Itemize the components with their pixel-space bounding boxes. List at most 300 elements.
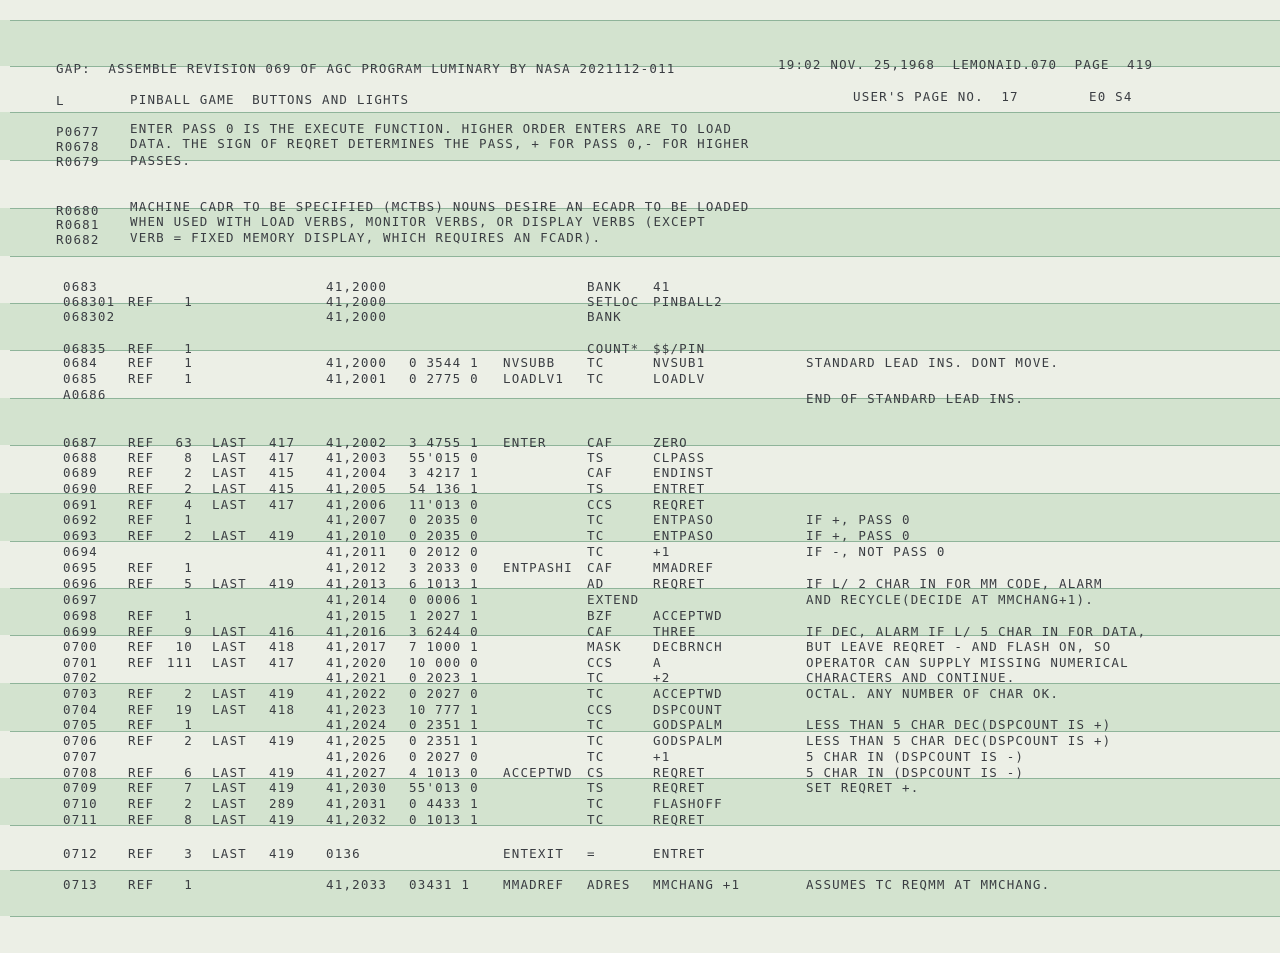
last-flag: LAST xyxy=(212,686,247,701)
ref-count: 4 xyxy=(184,497,193,512)
last-flag: LAST xyxy=(212,780,247,795)
band-edge xyxy=(10,398,1280,399)
ref-count: 1 xyxy=(184,560,193,575)
opcode: TC xyxy=(587,371,605,386)
operand: +2 xyxy=(653,670,671,685)
remark-line-id: R0680 xyxy=(56,203,100,218)
band-edge xyxy=(10,541,1280,542)
address: 41,2000 xyxy=(326,294,388,309)
line-number: 0709 xyxy=(63,780,98,795)
last-page: 419 xyxy=(269,686,296,701)
operand: DSPCOUNT xyxy=(653,702,723,717)
line-number: A0686 xyxy=(63,387,107,402)
address: 41,2031 xyxy=(326,796,388,811)
remark-line-text: VERB = FIXED MEMORY DISPLAY, WHICH REQUIRES AN FCADR). xyxy=(130,230,602,245)
band-edge xyxy=(10,916,1280,917)
last-flag: LAST xyxy=(212,435,247,450)
opcode: TC xyxy=(587,686,605,701)
comment: OCTAL. ANY NUMBER OF CHAR OK. xyxy=(806,686,1060,701)
line-number: 0704 xyxy=(63,702,98,717)
comment: IF DEC, ALARM IF L/ 5 CHAR IN FOR DATA, xyxy=(806,624,1147,639)
operand: ENDINST xyxy=(653,465,715,480)
operand: A xyxy=(653,655,662,670)
band-edge xyxy=(10,256,1280,257)
remark-line-id: R0679 xyxy=(56,154,100,169)
opcode: CCS xyxy=(587,497,614,512)
remark-line-text: WHEN USED WITH LOAD VERBS, MONITOR VERBS, OR DISPLAY VERBS (EXCEPT xyxy=(130,214,706,229)
address: 41,2001 xyxy=(326,371,388,386)
opcode: CAF xyxy=(587,560,614,575)
octal-word: 0 2027 0 xyxy=(409,686,479,701)
address: 41,2027 xyxy=(326,765,388,780)
remark-line-text: ENTER PASS 0 IS THE EXECUTE FUNCTION. HIGHER ORDER ENTERS ARE TO LOAD xyxy=(130,121,733,136)
comment: BUT LEAVE REQRET - AND FLASH ON, SO xyxy=(806,639,1112,654)
opcode: TS xyxy=(587,481,605,496)
operand: ACCEPTWD xyxy=(653,608,723,623)
last-flag: LAST xyxy=(212,481,247,496)
band-edge xyxy=(10,870,1280,871)
band-edge xyxy=(10,112,1280,113)
ref-flag: REF xyxy=(128,355,155,370)
ref-count: 2 xyxy=(184,481,193,496)
operand: DECBRNCH xyxy=(653,639,723,654)
last-flag: LAST xyxy=(212,639,247,654)
ref-flag: REF xyxy=(128,435,155,450)
octal-word: 54 136 1 xyxy=(409,481,479,496)
ref-count: 1 xyxy=(184,608,193,623)
operand: FLASHOFF xyxy=(653,796,723,811)
band-edge xyxy=(10,160,1280,161)
last-page: 415 xyxy=(269,481,296,496)
remark-line-text: PASSES. xyxy=(130,153,192,168)
octal-word: 3 4217 1 xyxy=(409,465,479,480)
line-number: 06835 xyxy=(63,341,107,356)
last-flag: LAST xyxy=(212,733,247,748)
band-edge xyxy=(10,683,1280,684)
last-flag: LAST xyxy=(212,812,247,827)
opcode: CAF xyxy=(587,624,614,639)
octal-word: 6 1013 1 xyxy=(409,576,479,591)
last-page: 417 xyxy=(269,450,296,465)
section-title: PINBALL GAME BUTTONS AND LIGHTS xyxy=(130,92,410,107)
symbol-label: ENTER xyxy=(503,435,547,450)
octal-word: 0 0006 1 xyxy=(409,592,479,607)
line-number: 0697 xyxy=(63,592,98,607)
opcode: TC xyxy=(587,733,605,748)
address: 0136 xyxy=(326,846,361,861)
ref-flag: REF xyxy=(128,608,155,623)
last-flag: LAST xyxy=(212,796,247,811)
address: 41,2032 xyxy=(326,812,388,827)
ref-count: 19 xyxy=(175,702,193,717)
comment: STANDARD LEAD INS. DONT MOVE. xyxy=(806,355,1060,370)
line-number: 0698 xyxy=(63,608,98,623)
band-edge xyxy=(10,445,1280,446)
opcode: TC xyxy=(587,717,605,732)
last-flag: LAST xyxy=(212,765,247,780)
line-number: 0713 xyxy=(63,877,98,892)
address: 41,2033 xyxy=(326,877,388,892)
opcode: CAF xyxy=(587,435,614,450)
operand: REQRET xyxy=(653,497,706,512)
line-number: 0688 xyxy=(63,450,98,465)
ref-count: 1 xyxy=(184,717,193,732)
octal-word: 0 4433 1 xyxy=(409,796,479,811)
band-edge xyxy=(10,493,1280,494)
listing-tag: L xyxy=(56,93,65,108)
last-page: 418 xyxy=(269,639,296,654)
ref-count: 63 xyxy=(175,435,193,450)
opcode: CS xyxy=(587,765,605,780)
operand: GODSPALM xyxy=(653,733,723,748)
line-number: 0702 xyxy=(63,670,98,685)
ref-flag: REF xyxy=(128,528,155,543)
address: 41,2015 xyxy=(326,608,388,623)
comment: LESS THAN 5 CHAR DEC(DSPCOUNT IS +) xyxy=(806,717,1112,732)
ref-flag: REF xyxy=(128,877,155,892)
last-page: 419 xyxy=(269,765,296,780)
ref-count: 2 xyxy=(184,733,193,748)
remark-line-text: MACHINE CADR TO BE SPECIFIED (MCTBS) NOUNS DESIRE AN ECADR TO BE LOADED xyxy=(130,199,750,214)
last-page: 419 xyxy=(269,780,296,795)
remark-line-id: R0682 xyxy=(56,232,100,247)
opcode: TC xyxy=(587,355,605,370)
ref-flag: REF xyxy=(128,560,155,575)
operand: ACCEPTWD xyxy=(653,686,723,701)
operand: ZERO xyxy=(653,435,688,450)
address: 41,2010 xyxy=(326,528,388,543)
ref-flag: REF xyxy=(128,371,155,386)
operand: 41 xyxy=(653,279,671,294)
address: 41,2017 xyxy=(326,639,388,654)
opcode: BZF xyxy=(587,608,614,623)
opcode: SETLOC xyxy=(587,294,640,309)
ref-count: 10 xyxy=(175,639,193,654)
address: 41,2000 xyxy=(326,279,388,294)
run-timestamp: 19:02 NOV. 25,1968 LEMONAID.070 PAGE 419 xyxy=(778,57,1154,72)
ref-count: 1 xyxy=(184,512,193,527)
opcode: TC xyxy=(587,796,605,811)
page-code: E0 S4 xyxy=(1089,89,1133,104)
octal-word: 10 777 1 xyxy=(409,702,479,717)
opcode: BANK xyxy=(587,309,622,324)
operand: REQRET xyxy=(653,780,706,795)
opcode: CAF xyxy=(587,465,614,480)
ref-flag: REF xyxy=(128,512,155,527)
last-flag: LAST xyxy=(212,450,247,465)
user-page-number: USER'S PAGE NO. 17 xyxy=(853,89,1019,104)
remark-line-id: R0681 xyxy=(56,217,100,232)
last-page: 419 xyxy=(269,733,296,748)
comment: IF -, NOT PASS 0 xyxy=(806,544,946,559)
octal-word: 0 2775 0 xyxy=(409,371,479,386)
band-edge xyxy=(10,778,1280,779)
address: 41,2022 xyxy=(326,686,388,701)
last-flag: LAST xyxy=(212,624,247,639)
opcode: TC xyxy=(587,812,605,827)
ref-flag: REF xyxy=(128,639,155,654)
operand: $$/PIN xyxy=(653,341,706,356)
ref-count: 1 xyxy=(184,877,193,892)
octal-word: 3 4755 1 xyxy=(409,435,479,450)
line-number: 0684 xyxy=(63,355,98,370)
symbol-label: ACCEPTWD xyxy=(503,765,573,780)
comment: END OF STANDARD LEAD INS. xyxy=(806,391,1025,406)
operand: CLPASS xyxy=(653,450,706,465)
opcode: = xyxy=(587,846,596,861)
address: 41,2011 xyxy=(326,544,388,559)
ref-flag: REF xyxy=(128,341,155,356)
opcode: TC xyxy=(587,544,605,559)
last-page: 417 xyxy=(269,655,296,670)
octal-word: 0 2027 0 xyxy=(409,749,479,764)
line-number: 0695 xyxy=(63,560,98,575)
operand: ENTPASO xyxy=(653,528,715,543)
line-number: 0693 xyxy=(63,528,98,543)
line-number: 0696 xyxy=(63,576,98,591)
last-flag: LAST xyxy=(212,497,247,512)
last-page: 415 xyxy=(269,465,296,480)
line-number: 0683 xyxy=(63,279,98,294)
address: 41,2024 xyxy=(326,717,388,732)
comment: 5 CHAR IN (DSPCOUNT IS -) xyxy=(806,749,1025,764)
line-number: 0691 xyxy=(63,497,98,512)
line-number: 0700 xyxy=(63,639,98,654)
symbol-label: MMADREF xyxy=(503,877,565,892)
line-number: 0705 xyxy=(63,717,98,732)
last-page: 419 xyxy=(269,846,296,861)
symbol-label: NVSUBB xyxy=(503,355,556,370)
address: 41,2000 xyxy=(326,355,388,370)
ref-count: 2 xyxy=(184,528,193,543)
octal-word: 11'013 0 xyxy=(409,497,479,512)
ref-flag: REF xyxy=(128,846,155,861)
address: 41,2007 xyxy=(326,512,388,527)
last-page: 416 xyxy=(269,624,296,639)
address: 41,2006 xyxy=(326,497,388,512)
address: 41,2012 xyxy=(326,560,388,575)
octal-word: 03431 1 xyxy=(409,877,471,892)
operand: ENTPASO xyxy=(653,512,715,527)
ref-count: 2 xyxy=(184,796,193,811)
ref-flag: REF xyxy=(128,780,155,795)
ref-count: 8 xyxy=(184,450,193,465)
ref-flag: REF xyxy=(128,481,155,496)
comment: IF +, PASS 0 xyxy=(806,528,911,543)
band-edge xyxy=(10,825,1280,826)
opcode: EXTEND xyxy=(587,592,640,607)
line-number: 0687 xyxy=(63,435,98,450)
last-page: 419 xyxy=(269,528,296,543)
octal-word: 0 2035 0 xyxy=(409,528,479,543)
line-number: 0707 xyxy=(63,749,98,764)
band-edge xyxy=(10,20,1280,21)
octal-word: 3 6244 0 xyxy=(409,624,479,639)
opcode: MASK xyxy=(587,639,622,654)
octal-word: 0 3544 1 xyxy=(409,355,479,370)
operand: ENTRET xyxy=(653,846,706,861)
octal-word: 4 1013 0 xyxy=(409,765,479,780)
last-flag: LAST xyxy=(212,846,247,861)
last-flag: LAST xyxy=(212,465,247,480)
address: 41,2026 xyxy=(326,749,388,764)
octal-word: 10 000 0 xyxy=(409,655,479,670)
comment: SET REQRET +. xyxy=(806,780,920,795)
line-number: 0690 xyxy=(63,481,98,496)
line-number: 068302 xyxy=(63,309,116,324)
octal-word: 0 2351 1 xyxy=(409,733,479,748)
ref-flag: REF xyxy=(128,765,155,780)
line-number: 0712 xyxy=(63,846,98,861)
address: 41,2020 xyxy=(326,655,388,670)
last-page: 419 xyxy=(269,576,296,591)
line-number: 0711 xyxy=(63,812,98,827)
comment: CHARACTERS AND CONTINUE. xyxy=(806,670,1016,685)
last-flag: LAST xyxy=(212,576,247,591)
opcode: TS xyxy=(587,780,605,795)
last-page: 419 xyxy=(269,812,296,827)
ref-flag: REF xyxy=(128,294,155,309)
line-number: 0689 xyxy=(63,465,98,480)
line-number: 0706 xyxy=(63,733,98,748)
address: 41,2000 xyxy=(326,309,388,324)
operand: LOADLV xyxy=(653,371,706,386)
line-number: 0699 xyxy=(63,624,98,639)
last-page: 417 xyxy=(269,435,296,450)
symbol-label: ENTEXIT xyxy=(503,846,565,861)
ref-flag: REF xyxy=(128,655,155,670)
opcode: TS xyxy=(587,450,605,465)
operand: THREE xyxy=(653,624,697,639)
last-flag: LAST xyxy=(212,655,247,670)
opcode: TC xyxy=(587,749,605,764)
operand: REQRET xyxy=(653,812,706,827)
line-number: 0710 xyxy=(63,796,98,811)
octal-word: 0 2351 1 xyxy=(409,717,479,732)
line-number: 0708 xyxy=(63,765,98,780)
octal-word: 0 2035 0 xyxy=(409,512,479,527)
ref-flag: REF xyxy=(128,733,155,748)
operand: REQRET xyxy=(653,765,706,780)
ref-flag: REF xyxy=(128,450,155,465)
address: 41,2021 xyxy=(326,670,388,685)
octal-word: 0 2012 0 xyxy=(409,544,479,559)
comment: OPERATOR CAN SUPPLY MISSING NUMERICAL xyxy=(806,655,1129,670)
line-number: 0694 xyxy=(63,544,98,559)
octal-word: 55'015 0 xyxy=(409,450,479,465)
band-edge xyxy=(10,303,1280,304)
octal-word: 1 2027 1 xyxy=(409,608,479,623)
opcode: TC xyxy=(587,528,605,543)
ref-count: 5 xyxy=(184,576,193,591)
ref-count: 1 xyxy=(184,294,193,309)
ref-count: 1 xyxy=(184,341,193,356)
address: 41,2002 xyxy=(326,435,388,450)
operand: MMCHANG +1 xyxy=(653,877,741,892)
ref-flag: REF xyxy=(128,796,155,811)
operand: ENTRET xyxy=(653,481,706,496)
octal-word: 55'013 0 xyxy=(409,780,479,795)
ref-count: 9 xyxy=(184,624,193,639)
comment: ASSUMES TC REQMM AT MMCHANG. xyxy=(806,877,1051,892)
line-number: 0685 xyxy=(63,371,98,386)
address: 41,2023 xyxy=(326,702,388,717)
ref-count: 111 xyxy=(166,655,193,670)
address: 41,2016 xyxy=(326,624,388,639)
remark-line-text: DATA. THE SIGN OF REQRET DETERMINES THE PASS, + FOR PASS 0,- FOR HIGHER xyxy=(130,136,750,151)
line-number: 0692 xyxy=(63,512,98,527)
comment: 5 CHAR IN (DSPCOUNT IS -) xyxy=(806,765,1025,780)
line-number: 068301 xyxy=(63,294,116,309)
ref-count: 2 xyxy=(184,465,193,480)
ref-flag: REF xyxy=(128,717,155,732)
ref-flag: REF xyxy=(128,812,155,827)
ref-flag: REF xyxy=(128,624,155,639)
last-page: 417 xyxy=(269,497,296,512)
ref-flag: REF xyxy=(128,702,155,717)
opcode: COUNT* xyxy=(587,341,640,356)
octal-word: 7 1000 1 xyxy=(409,639,479,654)
octal-word: 0 1013 1 xyxy=(409,812,479,827)
address: 41,2025 xyxy=(326,733,388,748)
opcode: CCS xyxy=(587,655,614,670)
operand: MMADREF xyxy=(653,560,715,575)
last-page: 289 xyxy=(269,796,296,811)
operand: GODSPALM xyxy=(653,717,723,732)
address: 41,2013 xyxy=(326,576,388,591)
address: 41,2003 xyxy=(326,450,388,465)
symbol-label: LOADLV1 xyxy=(503,371,565,386)
remark-line-id: P0677 xyxy=(56,124,100,139)
line-number: 0701 xyxy=(63,655,98,670)
opcode: BANK xyxy=(587,279,622,294)
operand: NVSUB1 xyxy=(653,355,706,370)
operand: PINBALL2 xyxy=(653,294,723,309)
band-edge xyxy=(10,350,1280,351)
ref-count: 6 xyxy=(184,765,193,780)
ref-flag: REF xyxy=(128,465,155,480)
last-flag: LAST xyxy=(212,702,247,717)
ref-count: 1 xyxy=(184,355,193,370)
comment: IF L/ 2 CHAR IN FOR MM CODE, ALARM xyxy=(806,576,1103,591)
opcode: AD xyxy=(587,576,605,591)
address: 41,2004 xyxy=(326,465,388,480)
ref-flag: REF xyxy=(128,576,155,591)
line-number: 0703 xyxy=(63,686,98,701)
ref-flag: REF xyxy=(128,686,155,701)
ref-count: 1 xyxy=(184,371,193,386)
ref-count: 8 xyxy=(184,812,193,827)
octal-word: 0 2023 1 xyxy=(409,670,479,685)
ref-count: 7 xyxy=(184,780,193,795)
assembly-header: GAP: ASSEMBLE REVISION 069 OF AGC PROGRAM LUMINARY BY NASA 2021112-011 xyxy=(56,61,676,76)
comment: IF +, PASS 0 xyxy=(806,512,911,527)
comment: AND RECYCLE(DECIDE AT MMCHANG+1). xyxy=(806,592,1094,607)
address: 41,2014 xyxy=(326,592,388,607)
operand: REQRET xyxy=(653,576,706,591)
comment: LESS THAN 5 CHAR DEC(DSPCOUNT IS +) xyxy=(806,733,1112,748)
operand: +1 xyxy=(653,749,671,764)
address: 41,2030 xyxy=(326,780,388,795)
octal-word: 3 2033 0 xyxy=(409,560,479,575)
opcode: TC xyxy=(587,670,605,685)
last-page: 418 xyxy=(269,702,296,717)
ref-count: 3 xyxy=(184,846,193,861)
ref-count: 2 xyxy=(184,686,193,701)
address: 41,2005 xyxy=(326,481,388,496)
opcode: TC xyxy=(587,512,605,527)
opcode: CCS xyxy=(587,702,614,717)
